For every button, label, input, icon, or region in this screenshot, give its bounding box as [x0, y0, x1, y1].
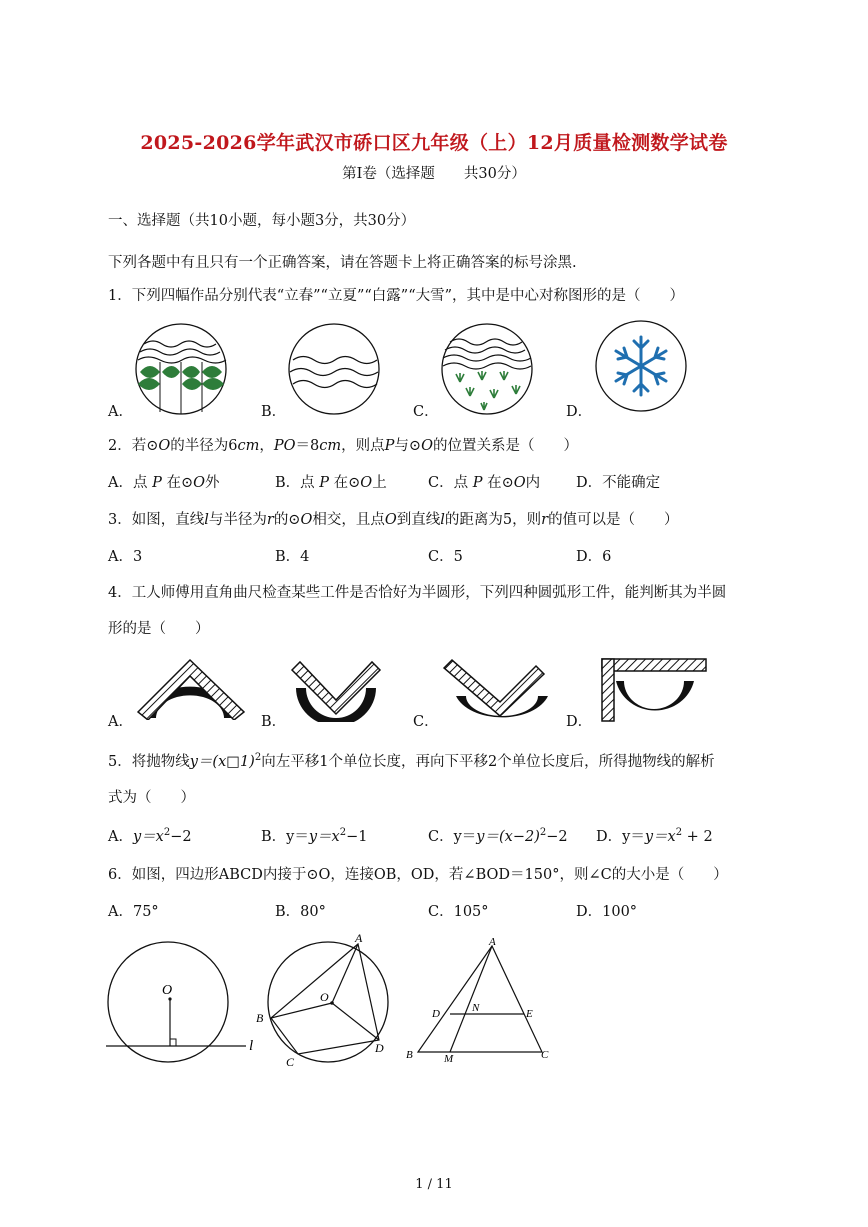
q6-option-c: C．105°	[428, 904, 489, 920]
q3-option-b: B．4	[275, 549, 310, 565]
q1-stem: 1．下列四幅作品分别代表“立春”“立夏”“白露”“大雪”，其中是中心对称图形的是（ ）	[108, 288, 685, 304]
q6-cyclic-quadrilateral-figure	[254, 930, 402, 1072]
fig1-label-o: O	[162, 983, 173, 998]
q5-stem-line2: 式为（ ）	[108, 790, 195, 806]
q2-stem: 2．若⊙O的半径为6cm，PO＝8cm，则点P与⊙O的位置关系是（ ）	[108, 438, 578, 454]
q1-option-a-label: A．	[108, 404, 133, 420]
q1-option-b-label: B．	[261, 404, 287, 420]
svg-text:D: D	[375, 1041, 384, 1055]
fig1-label-l: l	[249, 1038, 254, 1054]
exam-subtitle: 第Ⅰ卷（选择题 共30分）	[342, 166, 526, 182]
exam-title: 2025-2026学年武汉市硚口区九年级（上）12月质量检测数学试卷	[140, 132, 728, 154]
q5-stem-line1: 5．将抛物线y＝(x□1)$^2$向左平移1个单位长度，再向下平移2个单位长度后，所得抛物线的解析	[108, 752, 715, 770]
lixia-wave-icon	[287, 322, 381, 416]
q4-stem-line2: 形的是（ ）	[108, 621, 210, 637]
q6-option-b: B．80°	[275, 904, 326, 920]
q4-option-d-label: D．	[566, 714, 593, 730]
triangle-de-bc-figure	[404, 934, 554, 1068]
svg-text:A: A	[355, 931, 363, 945]
q2-option-a: A．点 P 在⊙O外	[108, 475, 220, 491]
daxue-snowflake-icon	[594, 319, 688, 413]
q3-option-d: D．6	[576, 549, 612, 565]
page-number: 1 / 11	[415, 1177, 453, 1192]
svg-text:O: O	[320, 990, 329, 1004]
q4-option-b-label: B．	[261, 714, 287, 730]
q4-figure-a	[130, 650, 248, 720]
svg-text:C: C	[541, 1049, 549, 1061]
q4-option-c-label: C．	[413, 714, 439, 730]
svg-text:B: B	[256, 1011, 264, 1025]
q1-option-d-label: D．	[566, 404, 593, 420]
q3-option-a: A．3	[108, 549, 143, 565]
svg-text:E: E	[526, 1008, 533, 1020]
q4-option-a-label: A．	[108, 714, 133, 730]
svg-text:N: N	[472, 1002, 480, 1014]
svg-text:C: C	[286, 1055, 295, 1069]
q2-option-b: B．点 P 在⊙O上	[275, 475, 387, 491]
svg-text:A: A	[489, 936, 496, 948]
q5-option-a: A．$y=x^2-2$	[108, 827, 192, 845]
q2-option-c: C．点 P 在⊙O内	[428, 475, 541, 491]
bailu-grass-icon	[440, 322, 534, 416]
q3-stem: 3．如图，直线l与半径为r的⊙O相交，且点O到直线l的距离为5，则r的值可以是（ ）	[108, 512, 679, 528]
q4-figure-b	[288, 656, 383, 722]
svg-text:B: B	[406, 1049, 413, 1061]
q6-stem: 6．如图，四边形ABCD内接于⊙O，连接OB，OD，若∠BOD＝150°，则∠C的大小是（ ）	[108, 867, 728, 883]
section-instruction: 下列各题中有且只有一个正确答案，请在答题卡上将正确答案的标号涂黑.	[108, 255, 577, 271]
q6-option-a: A．75°	[108, 904, 159, 920]
q3-circle-line-figure	[104, 938, 266, 1063]
lichun-sprout-icon	[134, 322, 228, 416]
q6-option-d: D．100°	[576, 904, 638, 920]
q4-figure-c	[440, 656, 555, 724]
q2-option-d: D．不能确定	[576, 475, 661, 491]
q4-figure-d	[598, 655, 710, 723]
svg-text:D: D	[432, 1008, 440, 1020]
q5-option-b: B．$y=y=x^2-1$	[261, 827, 368, 845]
svg-text:M: M	[444, 1053, 454, 1065]
q5-option-c: C．$y=y=(x-2)^2-2$	[428, 827, 568, 845]
q3-option-c: C．5	[428, 549, 463, 565]
q1-option-c-label: C．	[413, 404, 439, 420]
q4-stem-line1: 4．工人师傅用直角曲尺检查某些工件是否恰好为半圆形，下列四种圆弧形工件，能判断其为半圆	[108, 585, 727, 601]
section-heading: 一、选择题（共10小题，每小题3分，共30分）	[108, 213, 416, 229]
q5-option-d: D．$y=y=x^2 + 2$	[596, 827, 713, 845]
